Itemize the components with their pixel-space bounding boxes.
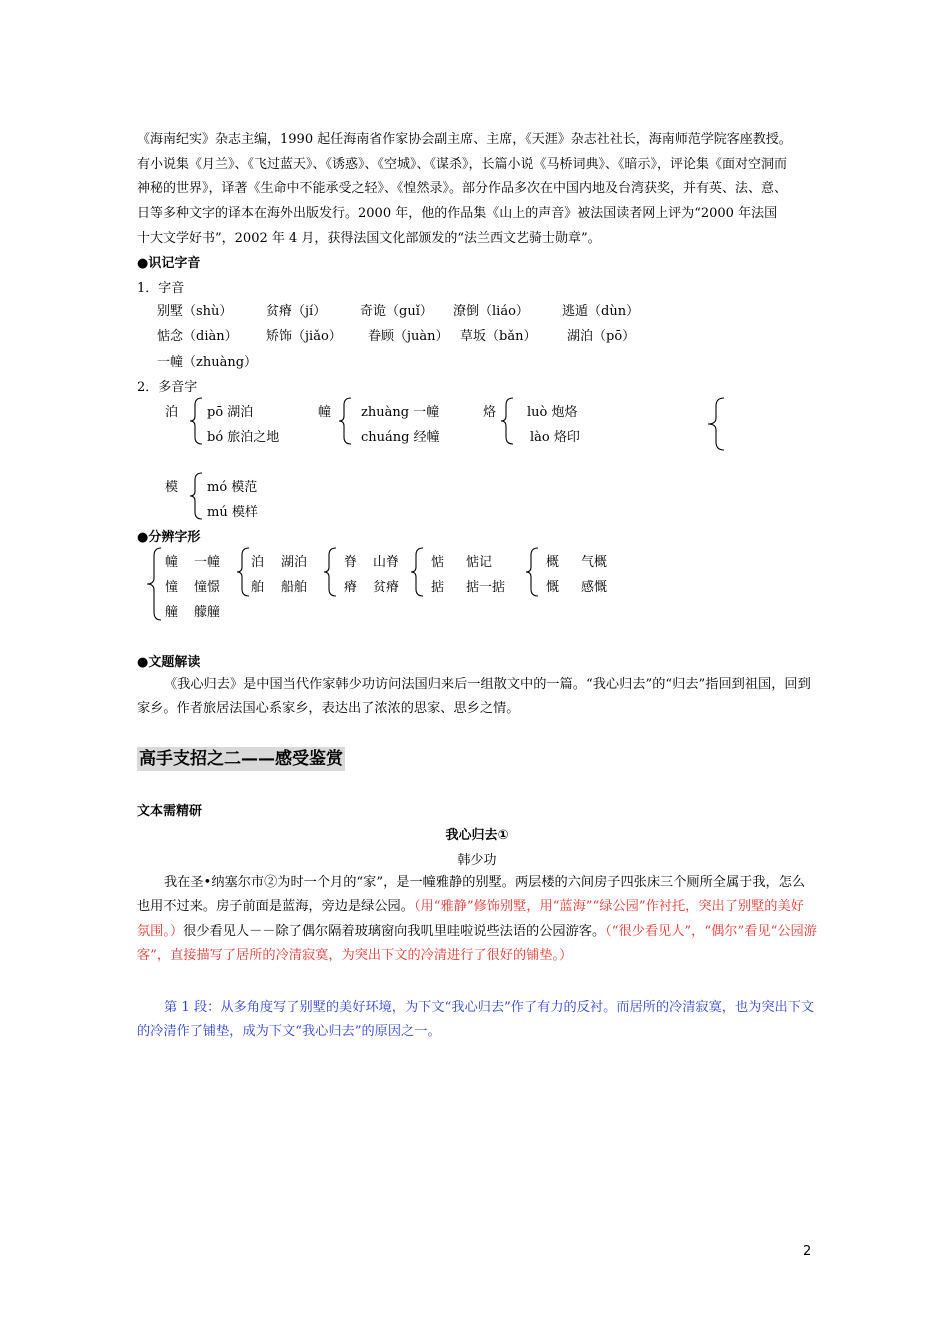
shape-word: 憧憬 [194, 580, 221, 595]
shapes-heading: ●分辨字形 [137, 530, 201, 545]
intro-line-5: 十大文学好书”，2002 年 4 月，获得法国文化部颁发的“法兰西文艺骑士勋章”。 [137, 231, 601, 246]
title-interp-text: 《我心归去》是中国当代作家韩少功访问法国归来后一组散文中的一篇。“我心归去”的“归去”指回到祖国，回到家乡。作者旅居法国心系家乡，表达出了浓浓的思家、思乡之情。 [137, 677, 811, 717]
paragraph-analysis: 第 1 段：从多角度写了别墅的美好环境，为下文“我心归去”作了有力的反衬。而居所的冷清寂寞，也为突出下文的冷清作了铺垫，成为下文“我心归去”的原因之一。 [137, 1000, 815, 1040]
left-brace [146, 547, 162, 621]
section-title: 高手支招之二——感受鉴赏 [139, 749, 343, 769]
left-brace [410, 547, 424, 597]
pronunciation-heading: ●识记字音 [137, 256, 201, 271]
poly-char: 模 [165, 480, 179, 495]
article-author: 韩少功 [457, 853, 497, 868]
paragraph-text: 很少看见人－－除了偶尔隔着玻璃窗向我叽里哇啦说些法语的公园游客。 [183, 923, 606, 939]
pron-item: 湖泊（pō） [567, 329, 636, 344]
pronunciation-sub-2: 2．多音字 [137, 380, 198, 395]
shape-char: 憧 [165, 580, 179, 595]
left-brace [323, 547, 337, 597]
left-brace [189, 397, 203, 445]
pron-item: 贫瘠（jí） [266, 304, 327, 319]
shape-char: 幢 [165, 555, 179, 570]
left-brace [525, 547, 539, 597]
shape-char: 艟 [165, 605, 179, 620]
left-brace [500, 397, 514, 445]
poly-reading: pō 湖泊 [207, 405, 254, 420]
article-paragraph-1 [137, 871, 817, 968]
title-interp-heading: ●文题解读 [137, 655, 201, 670]
pron-item: 草坂（bǎn） [460, 329, 537, 344]
intro-line-2: 有小说集《月兰》、《飞过蓝天》、《诱惑》、《空城》、《谋杀》，长篇小说《马桥词典》、《暗示》，评论集《面对空洞而 [137, 157, 788, 172]
annotation-red: （用“雅静”修饰别墅，用“蓝海”“绿公园”作衬托，突出了别墅的美好氛围。） [137, 899, 804, 939]
shape-char: 脊 [344, 555, 358, 570]
shape-char: 瘠 [344, 580, 358, 595]
intro-line-3: 神秘的世界》，译著《生命中不能承受之轻》、《惶然录》。部分作品多次在中国内地及台湾获奖，并有英、法、意、 [137, 181, 788, 196]
pron-item: 潦倒（liáo） [453, 304, 529, 319]
shape-char: 慨 [546, 580, 560, 595]
pronunciation-sub-1: 1．字音 [137, 281, 185, 296]
intro-line-1: 《海南纪实》杂志主编，1990 起任海南省作家协会副主席、主席，《天涯》杂志社社长，海南师范学院客座教授。 [137, 132, 792, 147]
shape-char: 泊 [251, 555, 265, 570]
shape-word: 湖泊 [281, 555, 308, 570]
left-brace [707, 397, 725, 451]
shape-word: 气概 [581, 555, 608, 570]
shape-char: 掂 [431, 580, 445, 595]
poly-reading: mú 模样 [207, 505, 258, 520]
pron-item: 逃遁（dùn） [562, 304, 640, 319]
left-brace [338, 397, 352, 445]
paragraph-text: 我在圣•纳塞尔市②为时一个月的“家”，是一幢雅静的别墅。两层楼的六间房子四张床三个厕所全属于我，怎么也用不过来。房子前面是蓝海，旁边是绿公园。 [137, 875, 806, 915]
poly-reading: lào 烙印 [530, 430, 580, 445]
shape-word: 一幢 [194, 555, 221, 570]
section-sub: 文本需精研 [137, 804, 203, 819]
shape-char: 惦 [431, 555, 445, 570]
left-brace [189, 472, 203, 520]
shape-word: 艨艟 [194, 605, 221, 620]
poly-reading: mó 模范 [207, 480, 258, 495]
article-title: 我心归去① [445, 828, 509, 843]
poly-char: 泊 [165, 405, 179, 420]
poly-char: 幢 [318, 405, 332, 420]
annotation-red: （“很少看见人”，“偶尔”看见“公园游客”，直接描写了居所的冷清寂寞，为突出下文的冷清进行了很好的铺垫。） [137, 923, 817, 963]
poly-reading: bó 旅泊之地 [207, 430, 280, 445]
pron-item: 别墅（shù） [157, 304, 233, 319]
left-brace [236, 547, 250, 597]
poly-char: 烙 [483, 405, 497, 420]
pron-item: 一幢（zhuàng） [157, 355, 258, 370]
shape-word: 山脊 [373, 555, 400, 570]
shape-word: 船舶 [281, 580, 308, 595]
shape-word: 感慨 [581, 580, 608, 595]
pron-item: 惦念（diàn） [157, 329, 238, 344]
pron-item: 矫饰（jiǎo） [266, 329, 342, 344]
poly-reading: luò 炮烙 [527, 405, 578, 420]
shape-word: 惦记 [466, 555, 493, 570]
shape-char: 概 [546, 555, 560, 570]
shape-word: 掂一掂 [466, 580, 506, 595]
poly-reading: zhuàng 一幢 [361, 405, 440, 420]
poly-reading: chuáng 经幢 [361, 430, 440, 445]
page-number: 2 [803, 1244, 812, 1259]
shape-word: 贫瘠 [373, 580, 400, 595]
pron-item: 奇诡（guǐ） [360, 304, 433, 319]
pron-item: 眷顾（juàn） [368, 329, 449, 344]
shape-char: 舶 [251, 580, 265, 595]
intro-line-4: 日等多种文字的译本在海外出版发行。2000 年，他的作品集《山上的声音》被法国读者网上评为“2000 年法国 [137, 206, 778, 221]
